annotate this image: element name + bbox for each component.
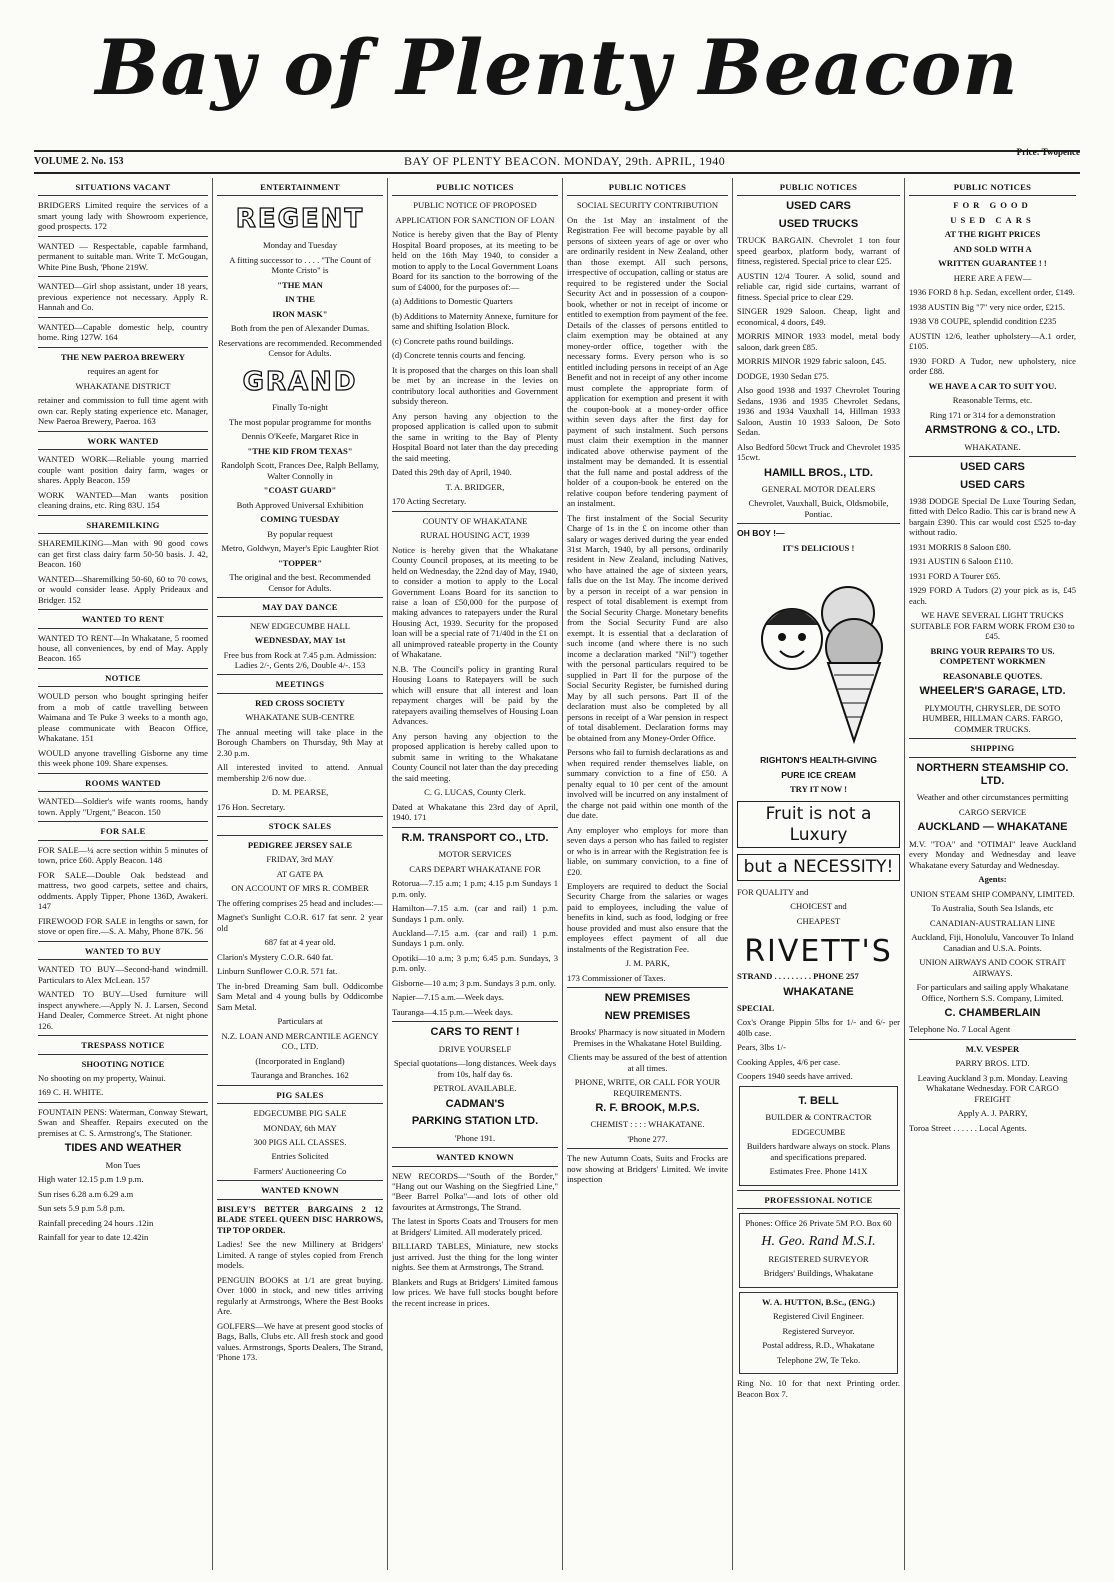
masthead (0, 0, 1114, 140)
ad-banner: Fruit is not a Luxury (737, 801, 900, 848)
public-notices-heading: PUBLIC NOTICES (567, 178, 728, 196)
ad-line: COMING TUESDAY (260, 514, 340, 525)
professional-notice-heading: PROFESSIONAL NOTICE (737, 1190, 900, 1209)
ad-line: Clarion's Mystery C.O.R. 640 fat. (217, 951, 334, 962)
tide-row: High water 12.15 p.m 1.9 p.m. (38, 1174, 144, 1185)
ad-title: CARS TO RENT ! (430, 1026, 520, 1039)
ad: 169 C. H. WHITE. (38, 1087, 104, 1098)
ad: SINGER 1929 Saloon. Cheap, light and economical, 4 doors, £49. (737, 306, 900, 327)
ad-line: The original and the best. Recommended Censor for Adults. (229, 572, 371, 593)
notice-text: On the 1st May an instalment of the Registration Fee will become payable by all persons of sixteen years of age or over who are ordinarily resident in New Zealand, other than those exempt. All such persons, irrespective of occupation, calling or status are required to be registered under the Social Security Act and in possession of a coupon-book, whether or not in receipt of income or entitled to exemption from payment of the fee. Details of the classes of persons entitled to claim exemption may be obtained at any money-order office, together with the necessary forms. Every person who is so entitled including persons in receipt of an Age Benefit and not in receipt of any other income must complete the appropriate form of application for exemption and present it with the coupon-book at a money-order office within seven days after the first day for payment of such instalment. Such persons must claim their exemption in the manner indicated above otherwise payment of the instalment may be demanded. It is essential that the full name and postal address of the holder of a coupon-book be entered on the relative coupon before tendering payment of an instalment. (567, 214, 728, 509)
notice-text: Notice is hereby given that the Bay of Plenty Hospital Board proposes, at its meeting to be held on the 16th May 1940, to consider a motion to apply to the Local Government Loans Board for its sanction to the borrowing of the sum of £4000, for the purposes of:— (392, 229, 558, 292)
ad-line: DRIVE YOURSELF (438, 1043, 512, 1054)
column-2 (212, 178, 387, 1570)
ad-line: 1938 V8 COUPE, splendid condition £235 (909, 316, 1057, 327)
info-bar (34, 147, 1080, 174)
ad-line: 1931 FORD A Tourer £65. (909, 570, 1001, 581)
notice-text: Dated this 29th day of April, 1940. (392, 467, 512, 478)
price: Price: Twopence (1016, 147, 1080, 157)
ad: WANTED—Soldier's wife wants rooms, handy town. Apply "Urgent," Beacon. 150 (38, 796, 208, 817)
ad-title: USED TRUCKS (778, 217, 859, 230)
notice-text: Any person having any objection to the proposed application is called upon to submit the same in writing to the Bay of Plenty Hospital Board not later than the day preceding the said meeting. (392, 410, 558, 463)
ad-line: STRAND . . . . . . . . . PHONE 257 (737, 971, 859, 982)
notice-title: RURAL HOUSING ACT, 1939 (420, 530, 530, 541)
ad: WOULD anyone travelling Gisborne any time this week phone 109. Share expenses. (38, 747, 208, 769)
volume-number: VOLUME 2. No. 153 (34, 156, 124, 167)
notice-text: Dated at Whakatane this 23rd day of April, 1940. 171 (392, 801, 558, 823)
ad-line: Opotiki—10 a.m; 3 p.m; 6.45 p.m. Sundays, 3 p.m. only. (392, 952, 558, 974)
ad-line: Entries Solicited (271, 1151, 329, 1162)
ad-line: 1938 AUSTIN Big "7" very nice order, £215. (909, 301, 1065, 312)
ad-line: Estimates Free. Phone 141X (769, 1166, 868, 1177)
ad-line: WHAKATANE SUB-CENTRE (245, 712, 355, 723)
rand-ad (739, 1213, 898, 1288)
ad-line: Leaving Auckland 3 p.m. Monday. Leaving Whakatane Wednesday. FOR CARGO FREIGHT (917, 1072, 1068, 1104)
ad-line: REGISTERED SURVEYOR (768, 1253, 869, 1264)
ad-line: M.V. VESPER (965, 1043, 1020, 1054)
ad-banner: but a NECESSITY! (737, 854, 900, 881)
ad-line: Reservations are recommended. Recommended Censor for Adults. (218, 337, 382, 359)
ad: FOR SALE—Double Oak bedstead and mattress, two good carpets, settee and chairs, oddments. Apply Tipper, Phone 136D, Awakeri. 147 (38, 869, 208, 912)
ad: MORRIS MINOR 1929 fabric saloon, £45. (737, 356, 887, 367)
ad-line: Postal address, R.D., Whakatane (762, 1340, 875, 1351)
ad-line: The in-bred Dreaming Sam bull. Oddicombe Sam Metal and 4 young bulls by Oddicombe Sam Metal. (217, 980, 383, 1012)
ad-line: CHEAPEST (796, 915, 841, 926)
notice-heading: NOTICE (38, 668, 208, 687)
ad-line: Napier—7.15 a.m.—Week days. (392, 992, 504, 1003)
column-5 (732, 178, 904, 1570)
ad: FIREWOOD FOR SALE in lengths or sawn, for stove or open fire.—S. A. Mahy, Phone 87K. 56 (38, 915, 208, 937)
ad-line: Magnet's Sunlight C.O.R. 617 fat senr. 2 year old (217, 912, 383, 933)
ad: AUSTIN 12/4 Tourer. A solid, sound and reliable car, rigid side curtains, warrant of fitness. Special price to clear £29. (737, 270, 900, 302)
ad: FOUNTAIN PENS: Waterman, Conway Stewart, Swan and Sheaffer. Repairs executed on the premises at C. S. Armstrong's, The Stationer. (38, 1106, 208, 1138)
ad-line: The offering comprises 25 head and includes:— (217, 897, 383, 908)
ad: DODGE, 1930 Sedan £75. (737, 370, 829, 381)
tides-heading: TIDES AND WEATHER (64, 1142, 182, 1155)
ad-title: CADMAN'S (445, 1097, 505, 1110)
ad-line: Cox's Orange Pippin 5lbs for 1/- and 6/- per 40lb case. (737, 1017, 900, 1038)
ad-line: Dennis O'Keefe, Margaret Rice in (241, 431, 359, 442)
ad: GOLFERS—We have at present good stocks of Bags, Balls, Clubs etc. All fresh stock and good values. Armstrongs, Sports Dealers, The Strand, 'Phone 173. (217, 1320, 383, 1363)
ad-line: IN THE (285, 294, 315, 305)
ad-line: 176 Hon. Secretary. (217, 801, 286, 812)
ad-line: 1929 FORD A Tudors (2) your pick as is, £45 each. (909, 585, 1076, 606)
public-notices-heading: PUBLIC NOTICES (392, 178, 558, 196)
ad-line: CHEMIST : : : : WHAKATANE. (590, 1119, 705, 1130)
ad-line: CARS DEPART WHAKATANE FOR (409, 863, 541, 874)
ad-line: GENERAL MOTOR DEALERS (761, 483, 876, 494)
ad-line: PLYMOUTH, CHRYSLER, DE SOTO HUMBER, HILLMAN CARS. FARGO, COMMER TRUCKS. (922, 702, 1063, 734)
ad-title: ARMSTRONG & CO., LTD. (924, 424, 1061, 437)
ad-line: WEDNESDAY, MAY 1st (254, 635, 346, 646)
ad-line: AND SOLD WITH A (953, 243, 1032, 254)
notice-text: The first instalment of the Social Security Charge of 1s in the £ on income other than salary or wages derived during the year ended 31st March, 1940, by all persons, ordinarily resident in New Zealand, including Natives, who have attained the age of sixteen years, falls due on the 1st May. The income derived by a person in receipt of a war pension in respect of total disablement is exempt from the Social Security Charge. Monetary benefits from the Social Security Fund are also exempt. It is essential that a declaration of such income (and where there is no such income a declaration marked "Nil") together with the personal particulars required to be supplied in Part II for the purpose of the Social Security Register, be furnished during May by all such persons. Part II of the declaration must also be completed by all persons in receipt of a War pension in respect of total disablement. Declaration forms may be obtained from any Money-Order Office. (567, 512, 728, 743)
ice-cream-illustration (744, 559, 894, 749)
notice-text: Persons who fail to furnish declarations as and when required render themselves liable, on summary conviction to a fine of £50. A penalty equal to 10 per cent of the amount involved will be incurred on any instalment of the charge not paid within one month of the due date. (567, 747, 728, 821)
ad: Also good 1938 and 1937 Chevrolet Touring Sedans, 1936 and 1935 Chevrolet Sedans, 1936 and 1934 Vauxhall 14, Hillman 1933 Saloon, Austin 10 1933 Saloon, De Soto Sedan. (737, 385, 900, 438)
shipping-heading: SHIPPING (909, 738, 1076, 757)
ad: WANTED—Capable domestic help, country home. Ring 127W. 164 (38, 321, 208, 343)
ad-line: WRITTEN GUARANTEE ! ! (938, 258, 1047, 269)
ad-line: AT GATE PA (276, 868, 324, 879)
ad-line: FOR QUALITY and (737, 886, 809, 897)
ad-title: USED CARS (960, 478, 1025, 491)
ad: TRUCK BARGAIN. Chevrolet 1 ton four speed gearbox, platform body, warrant of fitness, registered. Special price to clear £25. (737, 235, 900, 267)
ad-line: "THE MAN (277, 279, 323, 290)
ad-line: SPECIAL (737, 1002, 775, 1013)
ad: WANTED—Girl shop assistant, under 18 years, previous experience not necessary. Apply R. Hannah and Co. (38, 281, 208, 313)
ad-line: 300 PIGS ALL CLASSES. (253, 1136, 347, 1147)
ad-line: Tauranga and Branches. 162 (251, 1070, 349, 1081)
ad-line: MOTOR SERVICES (438, 849, 512, 860)
ad-line: PEDIGREE JERSEY SALE (247, 839, 353, 850)
ad-title: WHEELER'S GARAGE, LTD. (919, 685, 1066, 698)
rivetts-logo: RIVETT'S (744, 934, 893, 970)
ad-line: Particulars at (277, 1016, 323, 1027)
ad-title: THE NEW PAEROA BREWERY (60, 351, 186, 362)
ad-line: EDGECUMBE (791, 1126, 846, 1137)
ad-line: NEW EDGECUMBE HALL (249, 620, 351, 631)
ad: Ring No. 10 for that next Printing order. Beacon Box 7. (737, 1378, 900, 1399)
ad-line: PURE ICE CREAM (781, 769, 856, 780)
ad-line: TRY IT NOW ! (789, 784, 848, 795)
ad-title: HAMILL BROS., LTD. (764, 466, 873, 479)
ad-title: R. F. BROOK, M.P.S. (595, 1102, 700, 1115)
ad-line: FRIDAY, 3rd MAY (266, 854, 334, 865)
ad-title: PARKING STATION LTD. (411, 1115, 539, 1128)
ad: WANTED — Respectable, capable farmhand, permanent to suitable man. Write T. McGougan, White Pine Bush, 'Phone 219W. (38, 240, 208, 272)
rooms-heading: ROOMS WANTED (38, 773, 208, 792)
ad-line: D. M. PEARSE, (271, 787, 329, 798)
ad: WANTED—Sharemilking 50-60, 60 to 70 cows, or would consider lease. Apply Prideaux and Bridger. 152 (38, 573, 208, 605)
wanted-known-heading: WANTED KNOWN (392, 1147, 558, 1166)
meetings-heading: MEETINGS (217, 674, 383, 693)
ad-line: The annual meeting will take place in the Borough Chambers on Thursday, 9th May at 2.30 p.m. (217, 726, 383, 758)
ad-line: AUSTIN 12/6, leather upholstery—A.1 order, £105. (909, 330, 1076, 352)
ad-line: 1938 DODGE Special De Luxe Touring Sedan, fitted with Delco Radio. This car is brand new A bargain £390. This car would cost £525 to-day without radio. (909, 495, 1076, 538)
ad: BRIDGERS Limited require the services of a smart young lady with Showroom experience, good prospects. 172 (38, 200, 208, 232)
ad-line: IRON MASK" (272, 308, 328, 319)
notice-title: APPLICATION FOR SANCTION OF LOAN (395, 214, 555, 225)
ad-line: N.Z. LOAN AND MERCANTILE AGENCY CO., LTD. (221, 1030, 379, 1052)
ad-line: The most popular programme for months (228, 416, 371, 427)
ad-line: Agents: (978, 874, 1007, 885)
work-heading: WORK WANTED (38, 431, 208, 450)
ad-line: Phones: Office 26 Private 5M P.O. Box 60 (745, 1218, 892, 1229)
ad-line: Metro, Goldwyn, Mayer's Epic Laughter Riot (221, 543, 379, 554)
ad-line: Both from the pen of Alexander Dumas. (230, 323, 370, 334)
ad-line: W. A. HUTTON, B.Sc., (ENG.) (762, 1296, 875, 1307)
notice-text: (a) Additions to Domestic Quarters (392, 296, 513, 307)
ad-line: Cooking Apples, 4/6 per case. (737, 1056, 841, 1067)
ad-line: Both Approved Universal Exhibition (236, 499, 364, 510)
entertainment-heading: ENTERTAINMENT (217, 178, 383, 196)
ad-line: Reasonable Terms, etc. (952, 395, 1033, 406)
ad-line: 1931 MORRIS 8 Saloon £80. (909, 541, 1011, 552)
ad-line: OH BOY !— (737, 528, 785, 539)
notice-text: (b) Additions to Maternity Annexe, furniture for same and shifting Isolation Block. (392, 310, 558, 332)
ad: PENGUIN BOOKS at 1/1 are great buying. Over 1000 in stock, and new titles arriving regularly at Armstrongs, Where the Best Books Are. (217, 1274, 383, 1317)
ad-line: FOR GOOD (953, 200, 1032, 211)
public-notices-heading: PUBLIC NOTICES (737, 178, 900, 196)
ad-line: UNION STEAM SHIP COMPANY, LIMITED. (910, 888, 1075, 899)
ad: WANTED TO BUY—Second-hand windmill. Particulars to Alex McLean. 157 (38, 964, 208, 985)
ad-line: UNION AIRWAYS AND COOK STRAIT AIRWAYS. (919, 957, 1066, 978)
ad-line: Auckland, Fiji, Honolulu, Vancouver To Inland Canadian and U.S.A. Points. (911, 932, 1074, 953)
ad-line: Pears, 3lbs 1/- (737, 1042, 786, 1053)
ad: BISLEY'S BETTER BARGAINS 2 12 BLADE STEEL QUEEN DISC HARROWS, TIP TOP ORDER. (217, 1203, 383, 1235)
ad-line: "TOPPER" (277, 557, 323, 568)
tide-row: Rainfall preceding 24 hours .12in (38, 1217, 154, 1228)
ad-line: Registered Surveyor. (782, 1325, 855, 1336)
ad: Blankets and Rugs at Bridgers' Limited famous low prices. We have full stocks bought before the recent increase in prices. (392, 1276, 558, 1308)
ad-line: Telephone No. 7 Local Agent (909, 1024, 1011, 1035)
ad-line: "COAST GUARD" (263, 485, 337, 496)
ad-line: For particulars and sailing apply Whakatane Office, Northern S.S. Company, Limited. (916, 982, 1069, 1003)
notice-text: T. A. BRIDGER, (445, 481, 505, 492)
ad: Ladies! See the new Millinery at Bridgers' Limited. A range of styles copied from French models. (217, 1239, 383, 1271)
ad-line: 1930 FORD A Tudor, new upholstery, nice order £88. (909, 355, 1076, 377)
notice-text: (c) Concrete paths round buildings. (392, 335, 514, 346)
ad-line: Hamilton—7.15 a.m. (car and rail) 1 p.m. Sundays 1 p.m. only. (392, 903, 558, 924)
dateline: BAY OF PLENTY BEACON. MONDAY, 29th. APRIL, 1940 (404, 154, 726, 168)
ad-line: Finally To-night (272, 402, 328, 413)
ad-title: AUCKLAND — WHAKATANE (917, 821, 1068, 834)
stock-sales-heading: STOCK SALES (217, 816, 383, 835)
ad-line: CHOICEST and (790, 901, 847, 912)
for-sale-heading: FOR SALE (38, 821, 208, 840)
ad: NEW RECORDS—"South of the Border," "Hang out our Washing on the Siegfried Line," "Beer Barrel Polka"—and lots of other old favourites at Armstrongs, The Strand. (392, 1170, 558, 1212)
ad-line: RED CROSS SOCIETY (255, 697, 345, 708)
ad-line: requires an agent for (87, 366, 159, 377)
ad-line: 687 fat at 4 year old. (264, 937, 336, 948)
situations-heading: SITUATIONS VACANT (38, 178, 208, 196)
wanted-known-heading: WANTED KNOWN (217, 1180, 383, 1199)
ad-line: WHAKATANE DISTRICT (75, 380, 171, 391)
ad: No shooting on my property, Wainui. (38, 1073, 166, 1083)
ad-line: Gisborne—10 a.m; 3 p.m. Sundays 3 p.m. only. (392, 977, 556, 988)
tide-row: Sun rises 6.28 a.m 6.29 a.m (38, 1188, 134, 1199)
ad-line: (Incorporated in England) (255, 1055, 345, 1066)
ad-line: Linburn Sunflower C.O.R. 571 fat. (217, 966, 338, 977)
ad-line: WHAKATANE. (964, 441, 1021, 452)
ad: The new Autumn Coats, Suits and Frocks are now showing at Bridgers' Limited. We invite inspection (567, 1153, 728, 1185)
sharemilking-heading: SHAREMILKING (38, 515, 208, 534)
bell-ad (739, 1086, 898, 1186)
ad-line: By popular request (267, 528, 333, 539)
notice-text: (d) Concrete tennis courts and fencing. (392, 350, 526, 361)
notice-text: Any employer who employs for more than seven days a person who has failed to register or who is in arrear with the Registration fee is liable, on summary conviction, to a fine of £20. (567, 824, 728, 877)
tide-row: Rainfall for year to date 12.42in (38, 1232, 149, 1243)
ad-title: NEW PREMISES (604, 992, 691, 1005)
ad-line: IT'S DELICIOUS ! (782, 542, 855, 553)
ad: WANTED TO BUY—Used furniture will inspect anywhere.—Apply N. J. Larsen, Second Hand Dealer, Commerce Street. At night phone 126. (38, 989, 208, 1031)
grand-logo: GRAND (242, 366, 358, 397)
ad-line: Farmers' Auctioneering Co (253, 1165, 347, 1176)
ad-line: AT THE RIGHT PRICES (944, 229, 1041, 240)
ad-line: Chevrolet, Vauxhall, Buick, Oldsmobile, Pontiac. (748, 498, 889, 519)
column-3 (387, 178, 562, 1570)
may-day-heading: MAY DAY DANCE (217, 597, 383, 616)
ad: WORK WANTED—Man wants position cleaning drains, etc. Ring 83U. 154 (38, 489, 208, 511)
ad: MORRIS MINOR 1933 model, metal body saloon, dark green £85. (737, 331, 900, 352)
column-4 (562, 178, 732, 1570)
ad-title: WHAKATANE (783, 985, 854, 998)
ad-line: MONDAY, 6th MAY (263, 1122, 337, 1133)
ad-line: WE HAVE SEVERAL LIGHT TRUCKS SUITABLE FOR FARM WORK FROM £30 to £45. (910, 610, 1075, 642)
ad: WANTED TO RENT—In Whakatane, 5 roomed house, all conveniences, by end of May. Apply Beacon. 165 (38, 632, 208, 664)
trespass-heading: TRESPASS NOTICE (38, 1035, 208, 1054)
notice-text: Any person having any objection to the proposed application is hereby called upon to submit same in writing to the Whakatane County Council not later than the day preceding the said meeting. (392, 730, 558, 783)
ad: Also Bedford 50cwt Truck and Chevrolet 1935 15cwt. (737, 441, 900, 463)
tide-row: Sun sets 5.9 p.m 5.8 p.m. (38, 1203, 125, 1214)
ad: SHAREMILKING—Man with 90 good cows can get first class dairy farm 50-50 basis. J. 42, Beacon. 160 (38, 538, 208, 570)
notice-text: 170 Acting Secretary. (392, 496, 467, 507)
ad-line: 1931 AUSTIN 6 Saloon £110. (909, 556, 1014, 567)
rent-heading: WANTED TO RENT (38, 609, 208, 628)
ad: FOR SALE—¼ acre section within 5 minutes of town, price £60. Apply Beacon. 148 (38, 844, 208, 866)
ad-title: USED CARS (786, 200, 851, 213)
notice-text: Employers are required to deduct the Social Security Charge from the salaries or wages paid to employees, including the value of benefits in kind, such as food, lodging or free house provided and must also ensure that the employees effect payment of all due instalments of the Registration Fee. (567, 881, 728, 954)
ad-line: HERE ARE A FEW— (953, 272, 1032, 283)
ad-title: C. CHAMBERLAIN (944, 1007, 1041, 1020)
ad-title: NORTHERN STEAMSHIP CO. LTD. (916, 761, 1069, 787)
ad-line: BUILDER & CONTRACTOR (765, 1112, 872, 1123)
ad-line: Monday and Tuesday (262, 240, 337, 251)
ad-line: Toroa Street . . . . . . Local Agents. (909, 1122, 1027, 1133)
ad-line: ON ACCOUNT OF MRS R. COMBER (231, 883, 369, 894)
ad: retainer and commission to full time agent with own car. Reply stating experience etc. Manager, New Paeroa Brewery, Paeroa. 163 (38, 395, 208, 427)
ad-line: Registered Civil Engineer. (773, 1311, 864, 1322)
ad-line: RIGHTON'S HEALTH-GIVING (760, 755, 877, 766)
pig-sales-heading: PIG SALES (217, 1085, 383, 1104)
ad-line: Free bus from Rock at 7.45 p.m. Admission: Ladies 2/-, Gents 2/6, Double 4/-. 153 (223, 649, 377, 670)
notice-text: Notice is hereby given that the Whakatane County Council proposes, at its meeting to be held on Wednesday, the 22nd day of May, 1940, to consider a motion to apply to the Local Government Loans Board for its sanction to raise a loan of £50,000 for the purpose of making advances to ratepayers under the Rural Housing Act, 1939. Security for the proposed loan will be a special rate of 71/40d in the £1 on all unimproved rateable property in the County of Whakatane. (392, 544, 558, 660)
notice-text: J. M. PARK, (625, 958, 670, 969)
ad-line: Brooks' Pharmacy is now situated in Modern Premises in the Whakatane Hotel Building. (570, 1027, 725, 1048)
ad-line: 1936 FORD 8 h.p. Sedan, excellent order, £149. (909, 287, 1075, 298)
ad-line: Tauranga—4.15 p.m.—Week days. (392, 1006, 513, 1017)
ad: BILLIARD TABLES, Miniature, new stocks just arrived. Just the thing for the long winter nights. See them at Armstrongs, The Strand. (392, 1241, 558, 1273)
ad-line: EDGECUMBE PIG SALE (253, 1108, 347, 1119)
ad-line: Clients may be assured of the best of attention at all times. (568, 1052, 727, 1073)
ad-line: PETROL AVAILABLE. (433, 1083, 517, 1094)
ad-title: T. BELL (798, 1094, 839, 1107)
ad-line: BRING YOUR REPAIRS TO US. COMPETENT WORKMEN (930, 645, 1055, 667)
ad-title: SHOOTING NOTICE (81, 1058, 165, 1069)
notice-title: COUNTY OF WHAKATANE (422, 515, 528, 526)
ad-title: NEW PREMISES (604, 1009, 691, 1022)
ad-line: A fitting successor to . . . . "The Count of Monte Cristo" is (229, 254, 371, 276)
regent-logo: REGENT (235, 204, 365, 235)
ad-line: H. Geo. Rand M.S.I. (761, 1233, 876, 1249)
hutton-ad (739, 1292, 898, 1374)
ad-line: Telephone 2W, Te Teko. (776, 1354, 861, 1365)
ad-line: REASONABLE QUOTES. (942, 670, 1043, 681)
ad-line: Coopers 1940 seeds have arrived. (737, 1071, 853, 1082)
ad-line: USED CARS (950, 214, 1035, 225)
ad-title: R.M. TRANSPORT CO., LTD. (401, 831, 549, 844)
newspaper-title: Bay of Plenty Beacon (95, 23, 1019, 112)
ad-line: M.V. "TOA" and "OTIMAI" leave Auckland every Monday and Wednesday and leave Whakatane every Saturday and Wednesday. (909, 838, 1076, 870)
ad-line: CARGO SERVICE (958, 806, 1027, 817)
ad-line: Bridgers' Buildings, Whakatane (763, 1268, 874, 1279)
tides-columns: Mon Tues (105, 1159, 141, 1170)
ad-line: Rotorua—7.15 a.m; 1 p.m; 4.15 p.m Sundays 1 p.m. only. (392, 878, 558, 899)
ad-line: CANADIAN-AUSTRALIAN LINE (929, 917, 1056, 928)
ad-title: USED CARS (960, 461, 1025, 474)
ad-line: All interested invited to attend. Annual membership 2/6 now due. (217, 762, 383, 783)
ad-line: Builders hardware always on stock. Plans and specifications prepared. (746, 1141, 891, 1162)
ad-line: 'Phone 277. (627, 1133, 668, 1144)
ad-line: Ring 171 or 314 for a demonstration (929, 409, 1056, 420)
ad-line: Apply A. J. PARRY, (957, 1108, 1028, 1119)
ad: The latest in Sports Coats and Trousers for men at Bridgers' Limited. All moderately priced. (392, 1216, 558, 1237)
ad-line: Randolph Scott, Frances Dee, Ralph Bellamy, Walter Connolly in (221, 460, 379, 481)
ad-line: PARRY BROS. LTD. (955, 1058, 1030, 1069)
ad-line: WE HAVE A CAR TO SUIT YOU. (928, 380, 1057, 391)
notice-text: 173 Commissioner of Taxes. (567, 972, 666, 983)
ad-line: To Australia, South Sea Islands, etc (931, 903, 1054, 914)
ad-line: Special quotations—long distances. Week days from 10s, half day 6s. (393, 1058, 557, 1079)
notice-text: It is proposed that the charges on this loan shall be met by an increase in the levies on contributory local authorities and Government subsidy thereon. (392, 364, 558, 407)
ad-line: Weather and other circumstances permitting (916, 792, 1069, 803)
ad: WOULD person who bought springing heifer from a mob of cattle travelling between Waimana and Te Puke 3 weeks to a month ago, please communicate with Beacon Office, Whakatane. 151 (38, 691, 208, 744)
public-notices-heading: PUBLIC NOTICES (909, 178, 1076, 196)
ad-line: "THE KID FROM TEXAS" (247, 445, 353, 456)
notice-text: N.B. The Council's policy in granting Rural Housing Loans to Ratepayers will be such which will ensure that all interest and loan repayment charges will be paid by the ratepayers availing themselves of Housing Loan Advances. (392, 663, 558, 727)
column-1 (34, 178, 212, 1570)
notice-title: PUBLIC NOTICE OF PROPOSED (413, 200, 537, 211)
ad-line: PHONE, WRITE, OR CALL FOR YOUR REQUIREMENTS. (574, 1077, 721, 1098)
notice-title: SOCIAL SECURITY CONTRIBUTION (576, 200, 719, 211)
column-6 (904, 178, 1080, 1570)
notice-text: C. G. LUCAS, County Clerk. (424, 787, 526, 798)
ad-line: Auckland—7.15 a.m. (car and rail) 1 p.m. Sundays 1 p.m. only. (392, 927, 558, 949)
buy-heading: WANTED TO BUY (38, 941, 208, 960)
ad-line: 'Phone 191. (454, 1132, 496, 1143)
ad: WANTED WORK—Reliable young married couple want position dairy farm, wages or shares. Apply Beacon. 159 (38, 454, 208, 486)
